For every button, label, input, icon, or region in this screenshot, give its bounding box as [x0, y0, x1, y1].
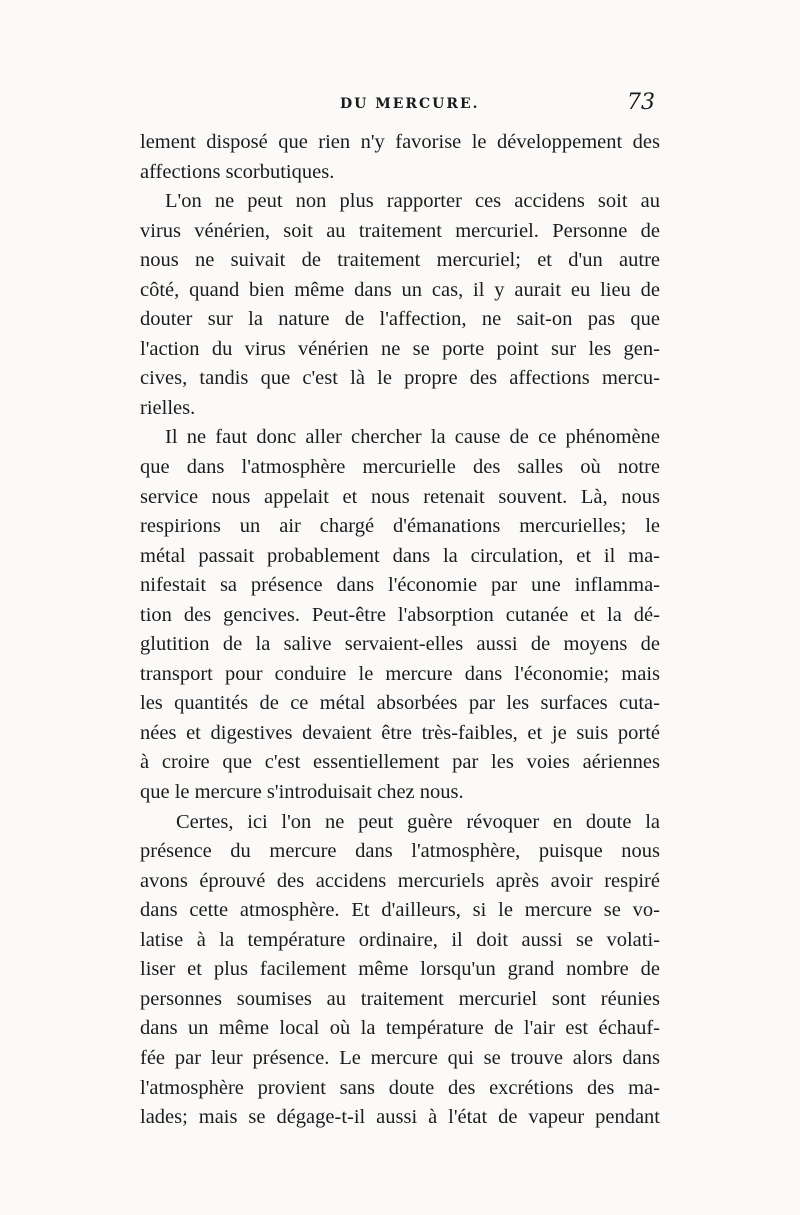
- text-line: avons éprouvé des accidens mercuriels après avoir respiré: [140, 869, 660, 892]
- text-line: respirions un air chargé d'émanations mercurielles; le: [140, 515, 660, 538]
- text-line: nifestait sa présence dans l'économie par une inflamma-: [140, 574, 660, 597]
- text-line: affections scorbutiques.: [140, 160, 335, 183]
- text-line: liser et plus facilement même lorsqu'un grand nombre de: [140, 958, 660, 981]
- text-line: virus vénérien, soit au traitement mercuriel. Personne de: [140, 219, 660, 242]
- text-line: lades; mais se dégage-t-il aussi à l'état de vapeur pendant: [140, 1106, 660, 1129]
- text-line: dans cette atmosphère. Et d'ailleurs, si le mercure se vo-: [140, 899, 660, 922]
- page-header: [160, 92, 655, 122]
- paragraph-start-line: Certes, ici l'on ne peut guère révoquer en doute la: [176, 810, 660, 833]
- text-line: nées et digestives devaient être très-faibles, et je suis porté: [140, 721, 660, 744]
- text-line: que dans l'atmosphère mercurielle des salles où notre: [140, 456, 660, 479]
- text-line: service nous appelait et nous retenait souvent. Là, nous: [140, 485, 660, 508]
- text-line: glutition de la salive servaient-elles aussi de moyens de: [140, 633, 660, 656]
- text-line: l'action du virus vénérien ne se porte point sur les gen-: [140, 337, 660, 360]
- text-line: cives, tandis que c'est là le propre des affections mercu-: [140, 367, 660, 390]
- paragraph-start-line: L'on ne peut non plus rapporter ces accidens soit au: [165, 190, 660, 213]
- text-line: douter sur la nature de l'affection, ne sait-on pas que: [140, 308, 660, 331]
- text-line: métal passait probablement dans la circulation, et il ma-: [140, 544, 660, 567]
- text-line: lement disposé que rien n'y favorise le développement des: [140, 131, 660, 153]
- text-line: fée par leur présence. Le mercure qui se trouve alors dans: [140, 1046, 660, 1069]
- text-line: latise à la température ordinaire, il doit aussi se volati-: [140, 928, 660, 951]
- text-line: rielles.: [140, 396, 196, 419]
- text-line: côté, quand bien même dans un cas, il y aurait eu lieu de: [140, 278, 660, 301]
- text-line: transport pour conduire le mercure dans l'économie; mais: [140, 662, 660, 685]
- text-line: nous ne suivait de traitement mercuriel; et d'un autre: [140, 249, 660, 272]
- text-line: tion des gencives. Peut-être l'absorption cutanée et la dé-: [140, 603, 660, 626]
- text-line: à croire que c'est essentiellement par les voies aériennes: [140, 751, 660, 774]
- running-head: DU MERCURE.: [340, 96, 480, 112]
- text-line: les quantités de ce métal absorbées par les surfaces cuta-: [140, 692, 660, 715]
- page-number: 73: [627, 90, 655, 115]
- text-line: présence du mercure dans l'atmosphère, puisque nous: [140, 840, 660, 863]
- text-line: que le mercure s'introduisait chez nous.: [140, 781, 464, 804]
- paragraph-start-line: Il ne faut donc aller chercher la cause de ce phénomène: [165, 426, 660, 449]
- text-line: dans un même local où la température de l'air est échauf-: [140, 1017, 660, 1040]
- text-line: l'atmosphère provient sans doute des excrétions des ma-: [140, 1076, 660, 1099]
- text-line: personnes soumises au traitement mercuriel sont réunies: [140, 987, 660, 1010]
- body-text: [140, 128, 660, 1133]
